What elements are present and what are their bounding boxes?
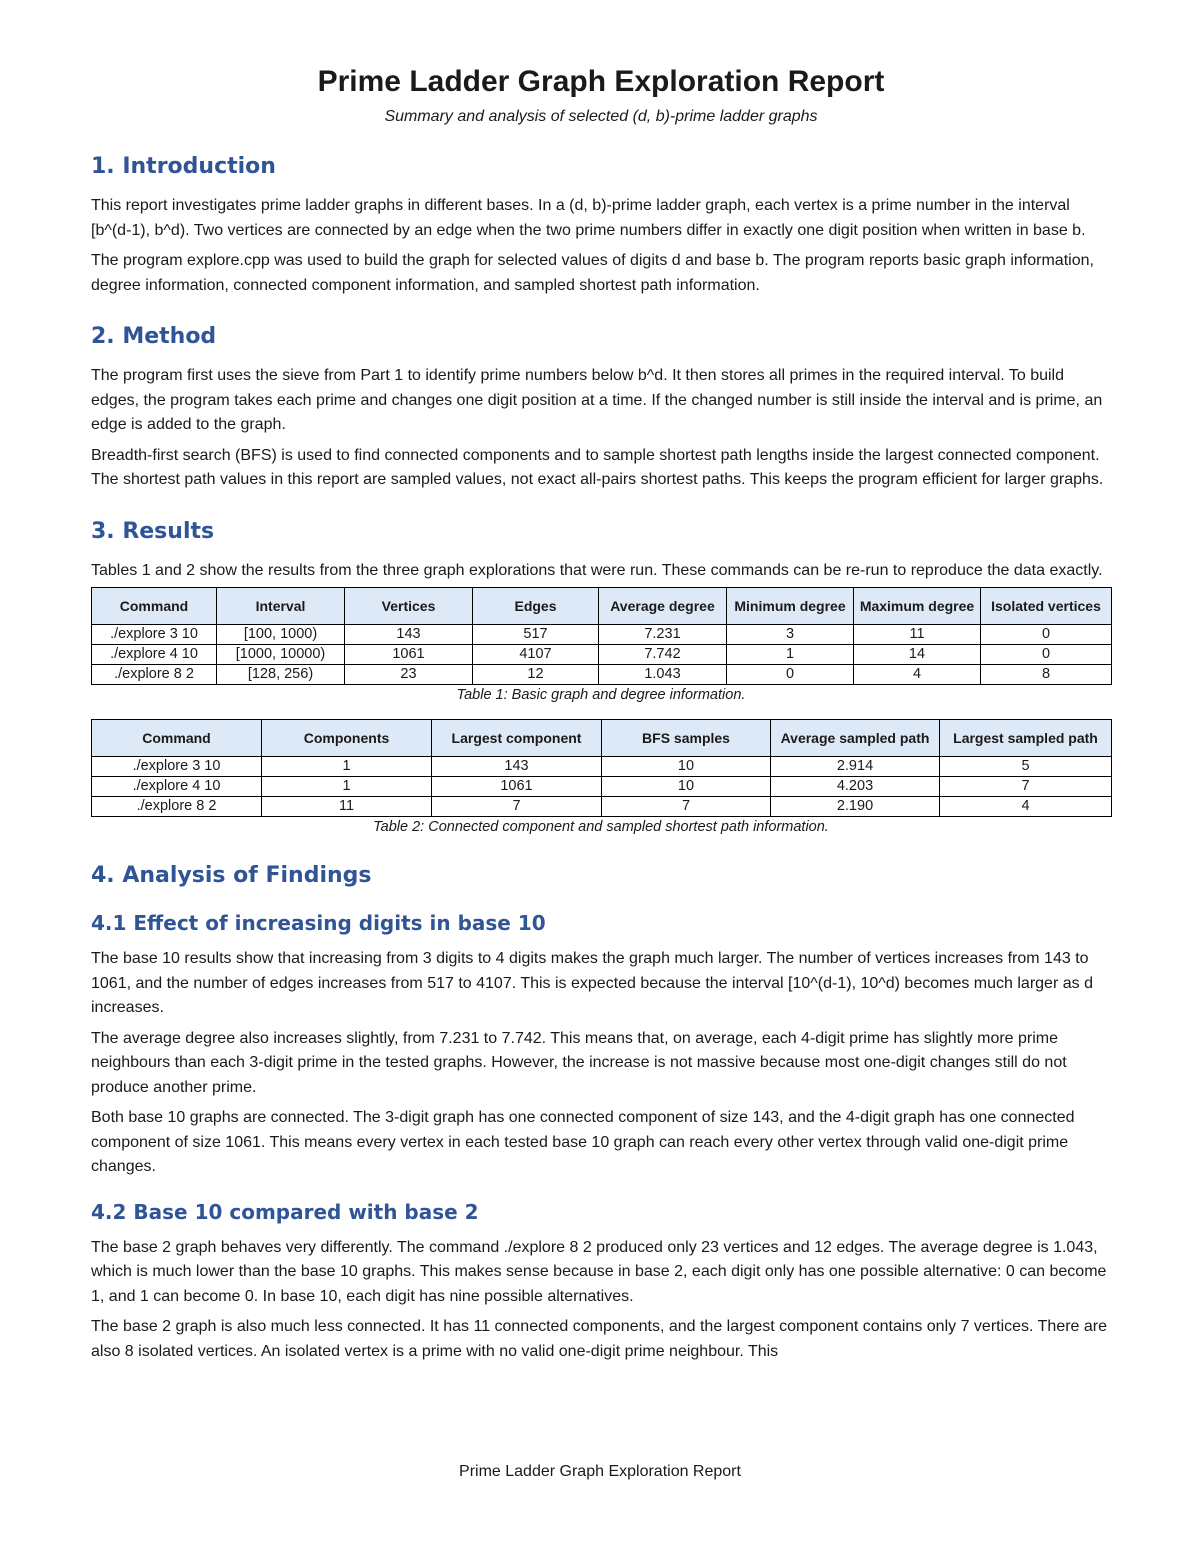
table-cell: 1061	[345, 645, 473, 665]
table-header-cell: Largest sampled path	[940, 720, 1112, 757]
table-cell: 7.231	[599, 625, 727, 645]
table-header-cell: BFS samples	[602, 720, 771, 757]
section-heading-method: 2. Method	[91, 324, 217, 349]
table-cell: ./explore 3 10	[92, 625, 217, 645]
table-cell: ./explore 8 2	[92, 797, 262, 817]
table-cell: ./explore 3 10	[92, 757, 262, 777]
report-subtitle: Summary and analysis of selected (d, b)-prime ladder graphs	[384, 108, 818, 125]
table-cell: 4	[854, 665, 981, 685]
table-cell: 5	[940, 757, 1112, 777]
table-cell: 10	[602, 757, 771, 777]
table-cell: ./explore 4 10	[92, 777, 262, 797]
table-cell: 14	[854, 645, 981, 665]
table-header-row	[92, 720, 1112, 757]
table-cell: 10	[602, 777, 771, 797]
table-cell: 23	[345, 665, 473, 685]
table-cell: 7	[602, 797, 771, 817]
table-header-cell: Largest component	[432, 720, 602, 757]
section-heading-introduction: 1. Introduction	[91, 154, 276, 179]
paragraph: Both base 10 graphs are connected. The 3-digit graph has one connected component of size 143, and the 4-digit graph has one connected component of size 1061. This means every vertex in each tested base 10 graph can reach every other vertex through valid one-digit prime changes.	[91, 1109, 1075, 1175]
table-header-cell: Average sampled path	[771, 720, 940, 757]
table-row	[92, 777, 1112, 797]
table-row	[92, 797, 1112, 817]
table-components-info	[91, 719, 1112, 817]
table-cell: 143	[345, 625, 473, 645]
paragraph: The base 2 graph behaves very differently. The command ./explore 8 2 produced only 23 vertices and 12 edges. The average degree is 1.043, which is much lower than the base 10 graphs. This makes sense because in base 2, each digit only has one possible alternative: 0 can become 1, and 1 can become 0. In base 10, each digit has nine possible alternatives.	[91, 1238, 1107, 1305]
paragraph: The average degree also increases slightly, from 7.231 to 7.742. This means that, on average, each 4-digit prime has slightly more prime neighbours than each 3-digit prime in the tested graphs. However, the increase is not massive because most one-digit changes still do not produce another prime.	[91, 1029, 1067, 1096]
subsection-heading-bases: 4.2 Base 10 compared with base 2	[91, 1199, 479, 1224]
table-row	[92, 665, 1112, 685]
table-header-row	[92, 588, 1112, 625]
table-cell: 4107	[473, 645, 599, 665]
table-cell: 0	[981, 625, 1112, 645]
page-footer: Prime Ladder Graph Exploration Report	[459, 1463, 741, 1480]
table-basic-graph-info	[91, 587, 1112, 685]
table-cell: 11	[854, 625, 981, 645]
table-caption: Table 1: Basic graph and degree information.	[456, 687, 746, 703]
table-cell: 11	[262, 797, 432, 817]
table-cell: [1000, 10000)	[217, 645, 345, 665]
page-content	[91, 62, 1111, 1370]
table-cell: 8	[981, 665, 1112, 685]
paragraph: Tables 1 and 2 show the results from the three graph explorations that were run. These commands can be re-run to reproduce the data exactly.	[91, 561, 1103, 579]
subsection-heading-digits: 4.1 Effect of increasing digits in base 10	[91, 911, 546, 935]
table-cell: 1061	[432, 777, 602, 797]
table-row	[92, 625, 1112, 645]
table-cell: 1.043	[599, 665, 727, 685]
paragraph: Breadth-first search (BFS) is used to find connected components and to sample shortest path lengths inside the largest connected component. The shortest path values in this report are sampled values, not exact all-pairs shortest paths. This keeps the program efficient for larger graphs.	[91, 446, 1104, 488]
table-cell: 7.742	[599, 645, 727, 665]
table-cell: 0	[727, 665, 854, 685]
table-header-cell: Vertices	[345, 588, 473, 625]
table-cell: ./explore 4 10	[92, 645, 217, 665]
table-cell: 12	[473, 665, 599, 685]
table-cell: 1	[727, 645, 854, 665]
table-header-cell: Maximum degree	[854, 588, 981, 625]
table-cell: ./explore 8 2	[92, 665, 217, 685]
table-cell: 2.914	[771, 757, 940, 777]
table-cell: [100, 1000)	[217, 625, 345, 645]
report-title: Prime Ladder Graph Exploration Report	[317, 65, 885, 98]
table-cell: 2.190	[771, 797, 940, 817]
paragraph: This report investigates prime ladder graphs in different bases. In a (d, b)-prime ladder graph, each vertex is a prime number in the interval [b^(d-1), b^d). Two vertices are connected by an edge when the two prime numbers differ in exactly one digit position when written in base b.	[91, 197, 1086, 239]
table-cell: 7	[940, 777, 1112, 797]
table-header-cell: Command	[92, 720, 262, 757]
table-cell: 1	[262, 757, 432, 777]
table-cell: 3	[727, 625, 854, 645]
table-cell: 4.203	[771, 777, 940, 797]
paragraph: The base 10 results show that increasing from 3 digits to 4 digits makes the graph much larger. The number of vertices increases from 143 to 1061, and the number of edges increases from 517 to 4107. This is expected because the interval [10^(d-1), 10^d) becomes much larger as d increases.	[91, 950, 1093, 1016]
table-header-cell: Isolated vertices	[981, 588, 1112, 625]
table-cell: 517	[473, 625, 599, 645]
section-heading-results: 3. Results	[91, 518, 215, 544]
table-header-cell: Interval	[217, 588, 345, 625]
table-cell: 143	[432, 757, 602, 777]
paragraph: The base 2 graph is also much less connected. It has 11 connected components, and the largest component contains only 7 vertices. There are also 8 isolated vertices. An isolated vertex is a prime with no valid one-digit prime neighbour. This	[91, 1318, 1108, 1360]
table-cell: 4	[940, 797, 1112, 817]
table-header-cell: Command	[92, 588, 217, 625]
table-cell: 7	[432, 797, 602, 817]
table-caption: Table 2: Connected component and sampled shortest path information.	[373, 819, 829, 835]
section-heading-analysis: 4. Analysis of Findings	[91, 863, 372, 888]
table-row	[92, 757, 1112, 777]
table-header-cell: Minimum degree	[727, 588, 854, 625]
paragraph: The program first uses the sieve from Part 1 to identify prime numbers below b^d. It then stores all primes in the required interval. To build edges, the program takes each prime and changes one digit position at a time. If the changed number is still inside the interval and is prime, an edge is added to the graph.	[91, 367, 1103, 433]
table-header-cell: Components	[262, 720, 432, 757]
table-cell: 0	[981, 645, 1112, 665]
table-cell: 1	[262, 777, 432, 797]
table-row	[92, 645, 1112, 665]
table-header-cell: Edges	[473, 588, 599, 625]
paragraph: The program explore.cpp was used to build the graph for selected values of digits d and base b. The program reports basic graph information, degree information, connected component information, and sampled shortest path information.	[91, 252, 1094, 294]
table-header-cell: Average degree	[599, 588, 727, 625]
table-cell: [128, 256)	[217, 665, 345, 685]
